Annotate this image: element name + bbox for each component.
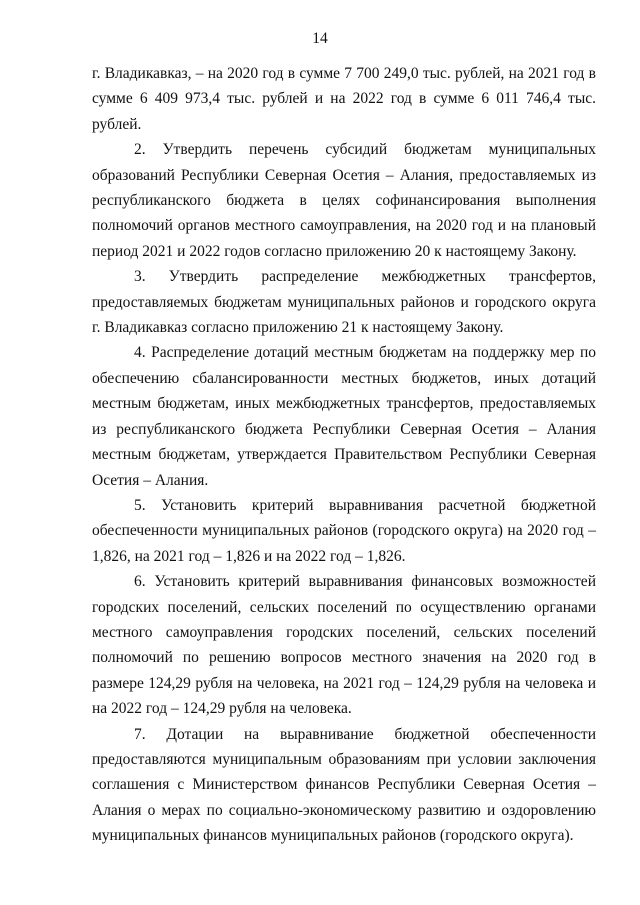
paragraph-item-2: 2. Утвердить перечень субсидий бюджетам муниципальных образований Республики Северная Осетия – Алания, предоставляемых из республиканского бюджета в целях софинансирования выполнения полномочий органов местного самоуправления, на 2020 год и на плановый период 2021 и 2022 годов согласно приложению 20 к настоящему Закону. (92, 141, 596, 260)
paragraph-item-6: 6. Установить критерий выравнивания финансовых возможностей городских поселений, сельских поселений по осуществлению органами местного самоуправления городских поселений, сельских поселений полномочий по решению вопросов местного значения на 2020 год в размере 124,29 рубля на человека, на 2021 год – 124,29 рубля на человека и на 2022 год – 124,29 рубля на человека. (92, 573, 596, 718)
paragraph-item-3: 3. Утвердить распределение межбюджетных трансфертов, предоставляемых бюджетам муниципальных районов и городского округа г. Владикавказ согласно приложению 21 к настоящему Закону. (92, 268, 596, 337)
paragraph-continuation: г. Владикавказ, – на 2020 год в сумме 7 700 249,0 тыс. рублей, на 2021 год в сумме 6 409 973,4 тыс. рублей и на 2022 год в сумме 6 011 746,4 тыс. рублей. (92, 65, 596, 133)
paragraph-item-5: 5. Установить критерий выравнивания расчетной бюджетной обеспеченности муниципальных районов (городского округа) на 2020 год – 1,826, на 2021 год – 1,826 и на 2022 год – 1,826. (92, 496, 596, 565)
paragraph-item-4: 4. Распределение дотаций местным бюджетам на поддержку мер по обеспечению сбалансированности местных бюджетов, иных дотаций местным бюджетам, иных межбюджетных трансфертов, предоставляемых из республиканского бюджета Республики Северная Осетия – Алания местным бюджетам, утверждается Правительством Республики Северная Осетия – Алания. (92, 344, 596, 489)
paragraph-item-7: 7. Дотации на выравнивание бюджетной обеспеченности предоставляются муниципальным образованиям при условии заключения соглашения с Министерством финансов Республики Северная Осетия – Алания о мерах по социально-экономическому развитию и оздоровлению муниципальных финансов муниципальных районов (городского округа). (92, 725, 596, 845)
page-number: 14 (312, 30, 328, 47)
document-body (92, 61, 596, 849)
